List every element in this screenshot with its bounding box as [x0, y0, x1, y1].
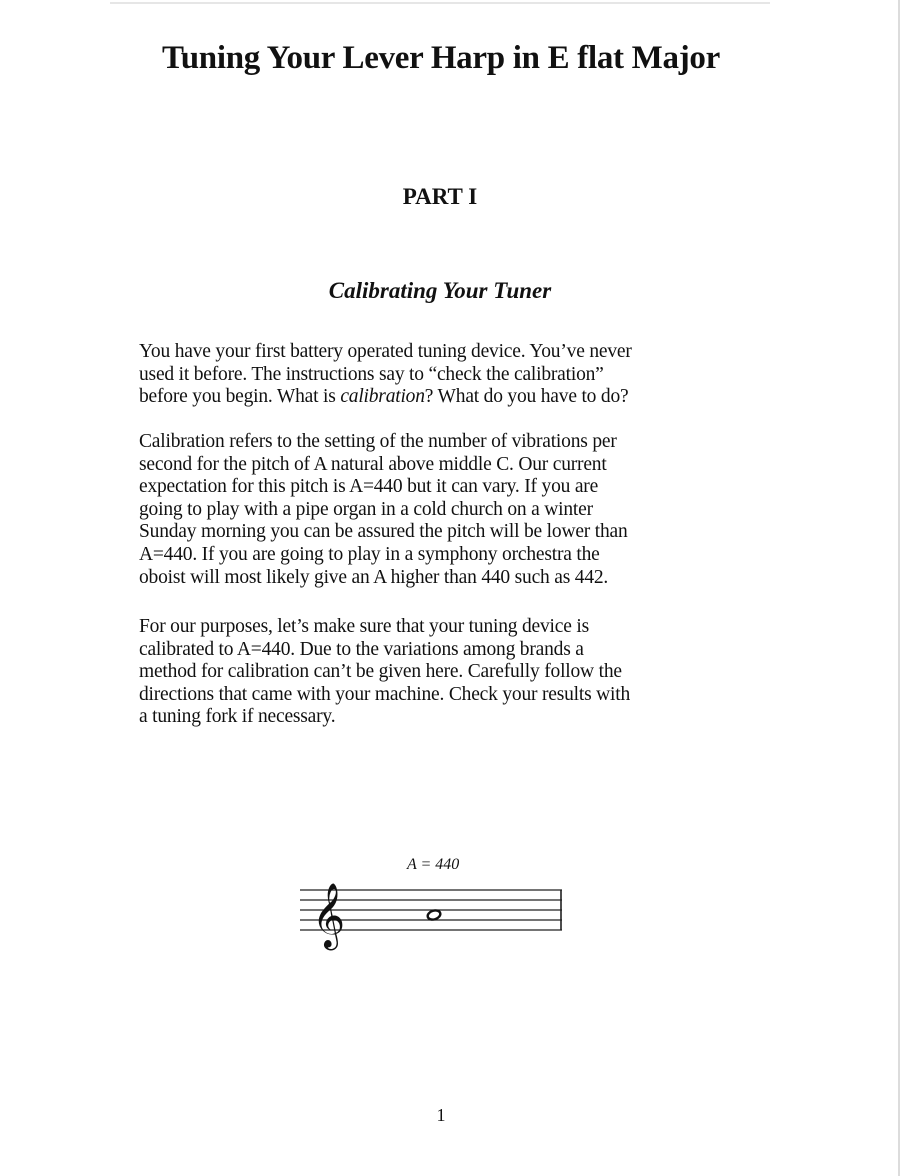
- paragraph-line: Calibration refers to the setting of the number of vibrations per: [139, 431, 617, 452]
- treble-clef-icon: 𝄞: [312, 883, 346, 948]
- document-title: Tuning Your Lever Harp in E flat Major: [162, 40, 720, 76]
- scan-edge-line: [110, 2, 770, 4]
- paragraph-line: directions that came with your machine. Check your results with: [139, 683, 631, 705]
- paragraph-line: A=440. If you are going to play in a symphony orchestra the: [139, 543, 600, 565]
- music-staff: [296, 872, 566, 952]
- paragraph-line: You have your first battery operated tuning device. You’ve never: [139, 341, 632, 362]
- paragraph-line: method for calibration can’t be given here. Carefully follow the: [139, 661, 622, 683]
- part-heading: PART I: [402, 184, 478, 209]
- paragraph-line: a tuning fork if necessary.: [139, 706, 336, 728]
- text-fragment: ? What do you have to do?: [424, 386, 629, 408]
- pitch-label: A = 440: [407, 856, 460, 873]
- paragraph-intro: [139, 341, 739, 409]
- whole-note-a: [426, 909, 441, 921]
- paragraph-line: expectation for this pitch is A=440 but it can vary. If you are: [139, 476, 599, 498]
- paragraph-line: second for the pitch of A natural above middle C. Our current: [139, 453, 607, 475]
- text-fragment: before you begin. What is: [139, 386, 341, 408]
- paragraph-instructions: [139, 616, 739, 729]
- paragraph-line: Sunday morning you can be assured the pitch will be lower than: [139, 521, 628, 543]
- paragraph-line: going to play with a pipe organ in a cold church on a winter: [139, 498, 593, 520]
- paragraph-line: For our purposes, let’s make sure that your tuning device is: [139, 616, 589, 637]
- section-heading: Calibrating Your Tuner: [328, 278, 552, 303]
- paragraph-line: calibrated to A=440. Due to the variations among brands a: [139, 638, 584, 660]
- paragraph-calibration-definition: [139, 431, 739, 589]
- page-number: 1: [436, 1105, 446, 1125]
- paragraph-line: [139, 386, 739, 409]
- emphasis-term: calibration: [340, 386, 425, 408]
- paragraph-line: used it before. The instructions say to “check the calibration”: [139, 363, 604, 385]
- paragraph-line: oboist will most likely give an A higher than 440 such as 442.: [139, 566, 609, 588]
